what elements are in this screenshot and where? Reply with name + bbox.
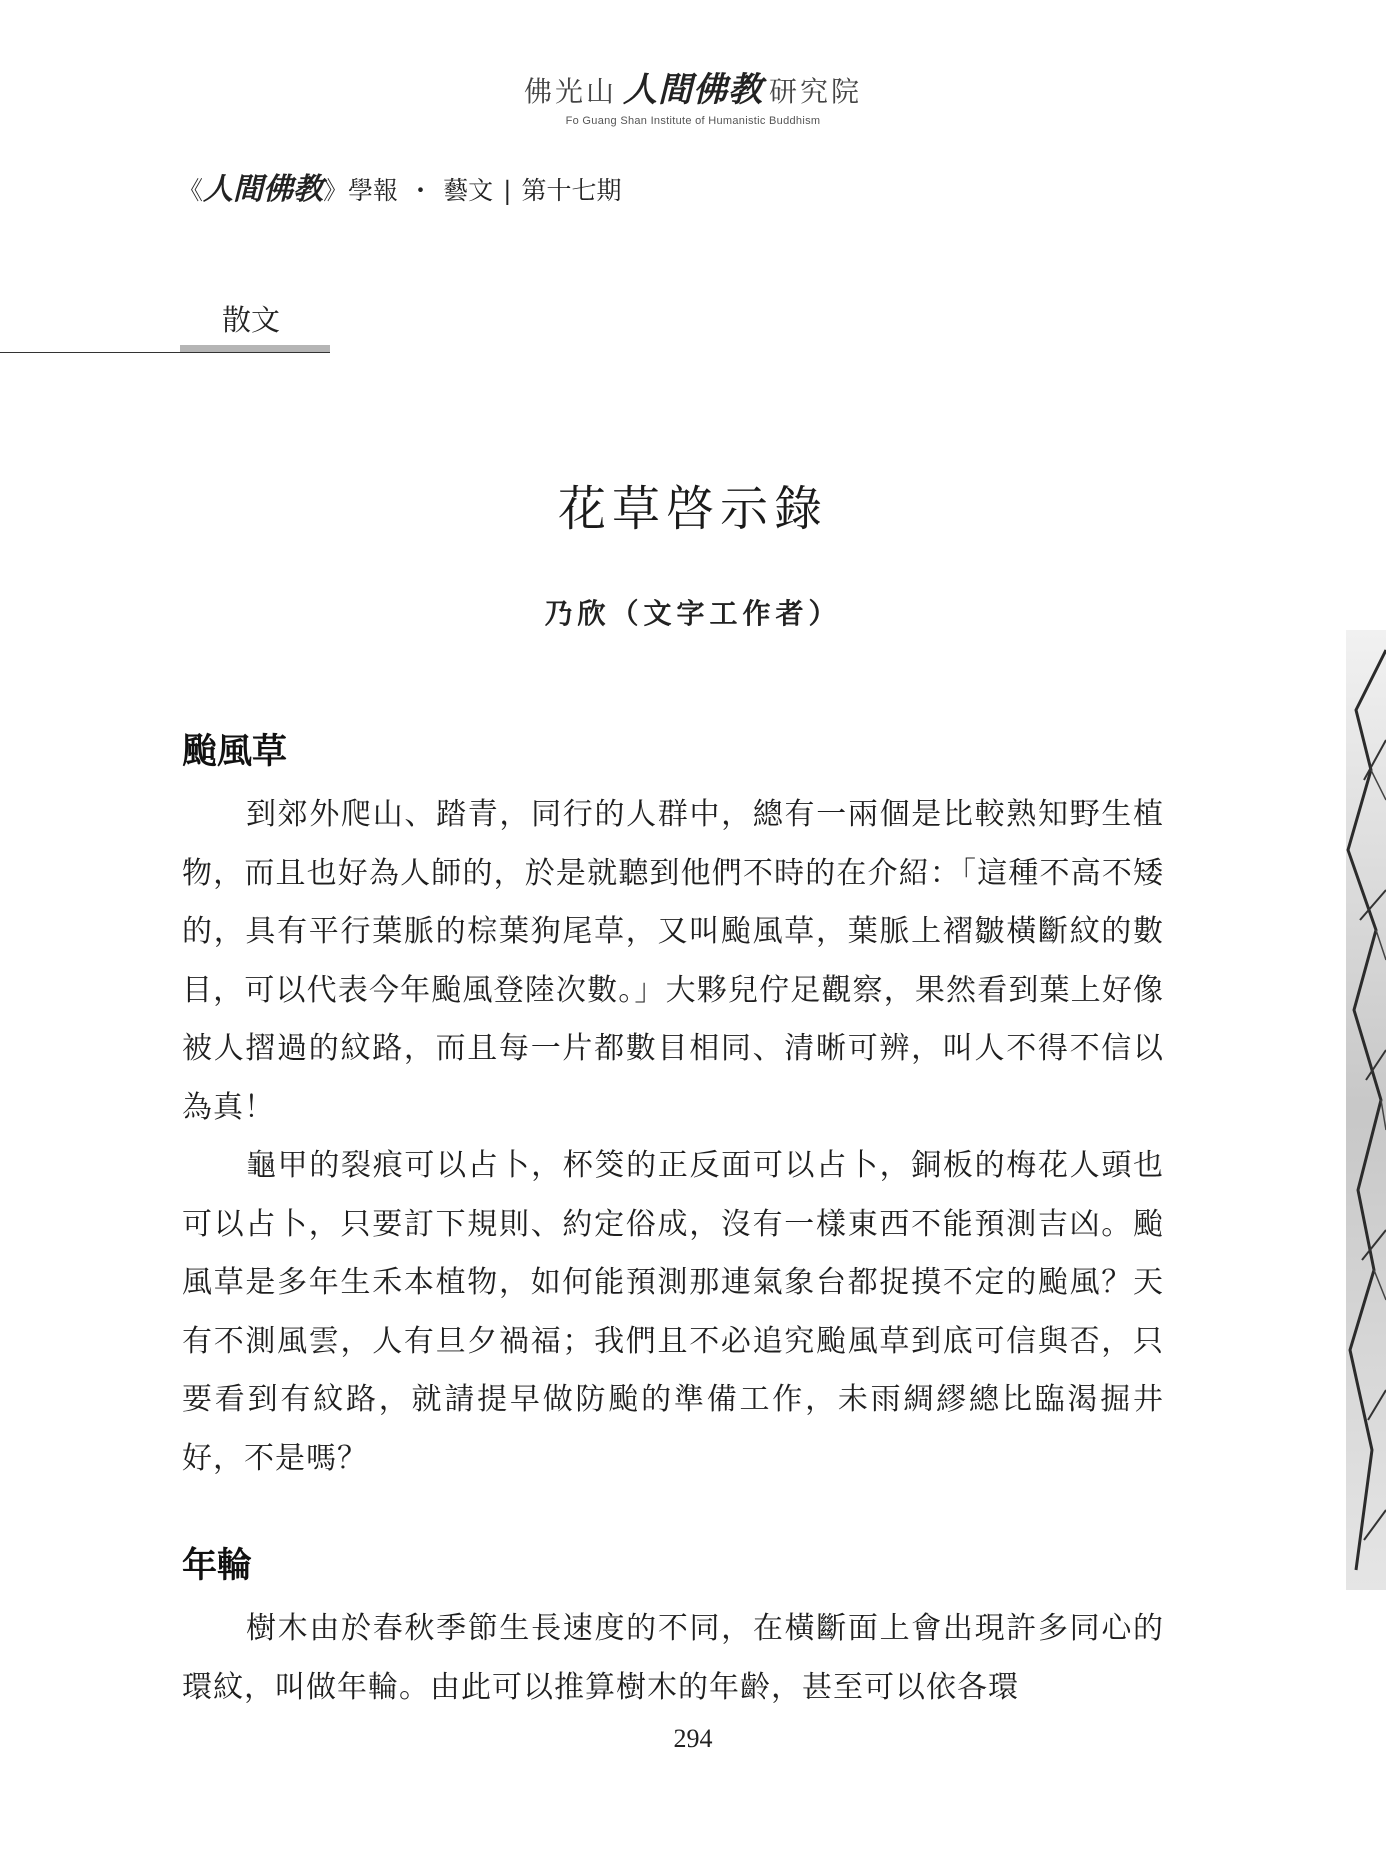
institute-name [0, 62, 1386, 111]
section-heading: 年輪 [182, 1545, 253, 1586]
journal-name: 學報 [348, 176, 399, 205]
institute-masthead [0, 62, 1386, 127]
article-author: 乃欣（文字工作者） [544, 597, 842, 630]
institute-brand-logotype: 人間佛教 [623, 70, 763, 110]
journal-close-bracket: 》 [323, 176, 349, 205]
journal-dot: ・ [408, 176, 434, 205]
paragraph: 到郊外爬山、踏青，同行的人群中，總有一兩個是比較熟知野生植物，而且也好為人師的，於是就聽到他們不時的在介紹：「這種不高不矮的，具有平行葉脈的棕葉狗尾草，又叫颱風草，葉脈上褶皺橫斷紋的數目，可以代表今年颱風登陸次數。」大夥兒佇足觀察，果然看到葉上好像被人摺過的紋路，而且每一片都數目相同、清晰可辨，叫人不得不信以為真！ [182, 797, 1164, 1125]
institute-name-left: 佛光山 [523, 75, 617, 108]
section-rule-accent [180, 345, 330, 352]
journal-running-header [178, 164, 622, 208]
section-heading: 颱風草 [182, 731, 288, 772]
journal-category: 藝文 [443, 176, 494, 205]
paragraph: 樹木由於春秋季節生長速度的不同，在橫斷面上會出現許多同心的環紋，叫做年輪。由此可以推算樹木的年齡，甚至可以依各環 [182, 1611, 1164, 1705]
article-body [182, 718, 1164, 1717]
article-title: 花草啓示錄 [557, 481, 828, 537]
journal-divider: | [503, 176, 512, 205]
institute-name-right: 研究院 [769, 75, 863, 108]
page-number: 294 [673, 1724, 713, 1753]
section-tag: 散文 [222, 303, 281, 337]
section-gap [182, 1488, 1164, 1532]
tree-branches-photo-strip [1346, 630, 1386, 1590]
institute-english-name: Fo Guang Shan Institute of Humanistic Buddhism [565, 115, 821, 127]
journal-brand: 人間佛教 [203, 172, 324, 207]
journal-open-bracket: 《 [178, 176, 204, 205]
paragraph: 龜甲的裂痕可以占卜，杯筊的正反面可以占卜，銅板的梅花人頭也可以占卜，只要訂下規則、約定俗成，沒有一樣東西不能預測吉凶。颱風草是多年生禾本植物，如何能預測那連氣象台都捉摸不定的颱風？天有不測風雲，人有旦夕禍福；我們且不必追究颱風草到底可信與否，只要看到有紋路，就請提早做防颱的準備工作，未雨綢繆總比臨渴掘井好，不是嗎？ [182, 1148, 1164, 1476]
section-rule [0, 352, 330, 353]
journal-issue: 第十七期 [521, 176, 622, 205]
